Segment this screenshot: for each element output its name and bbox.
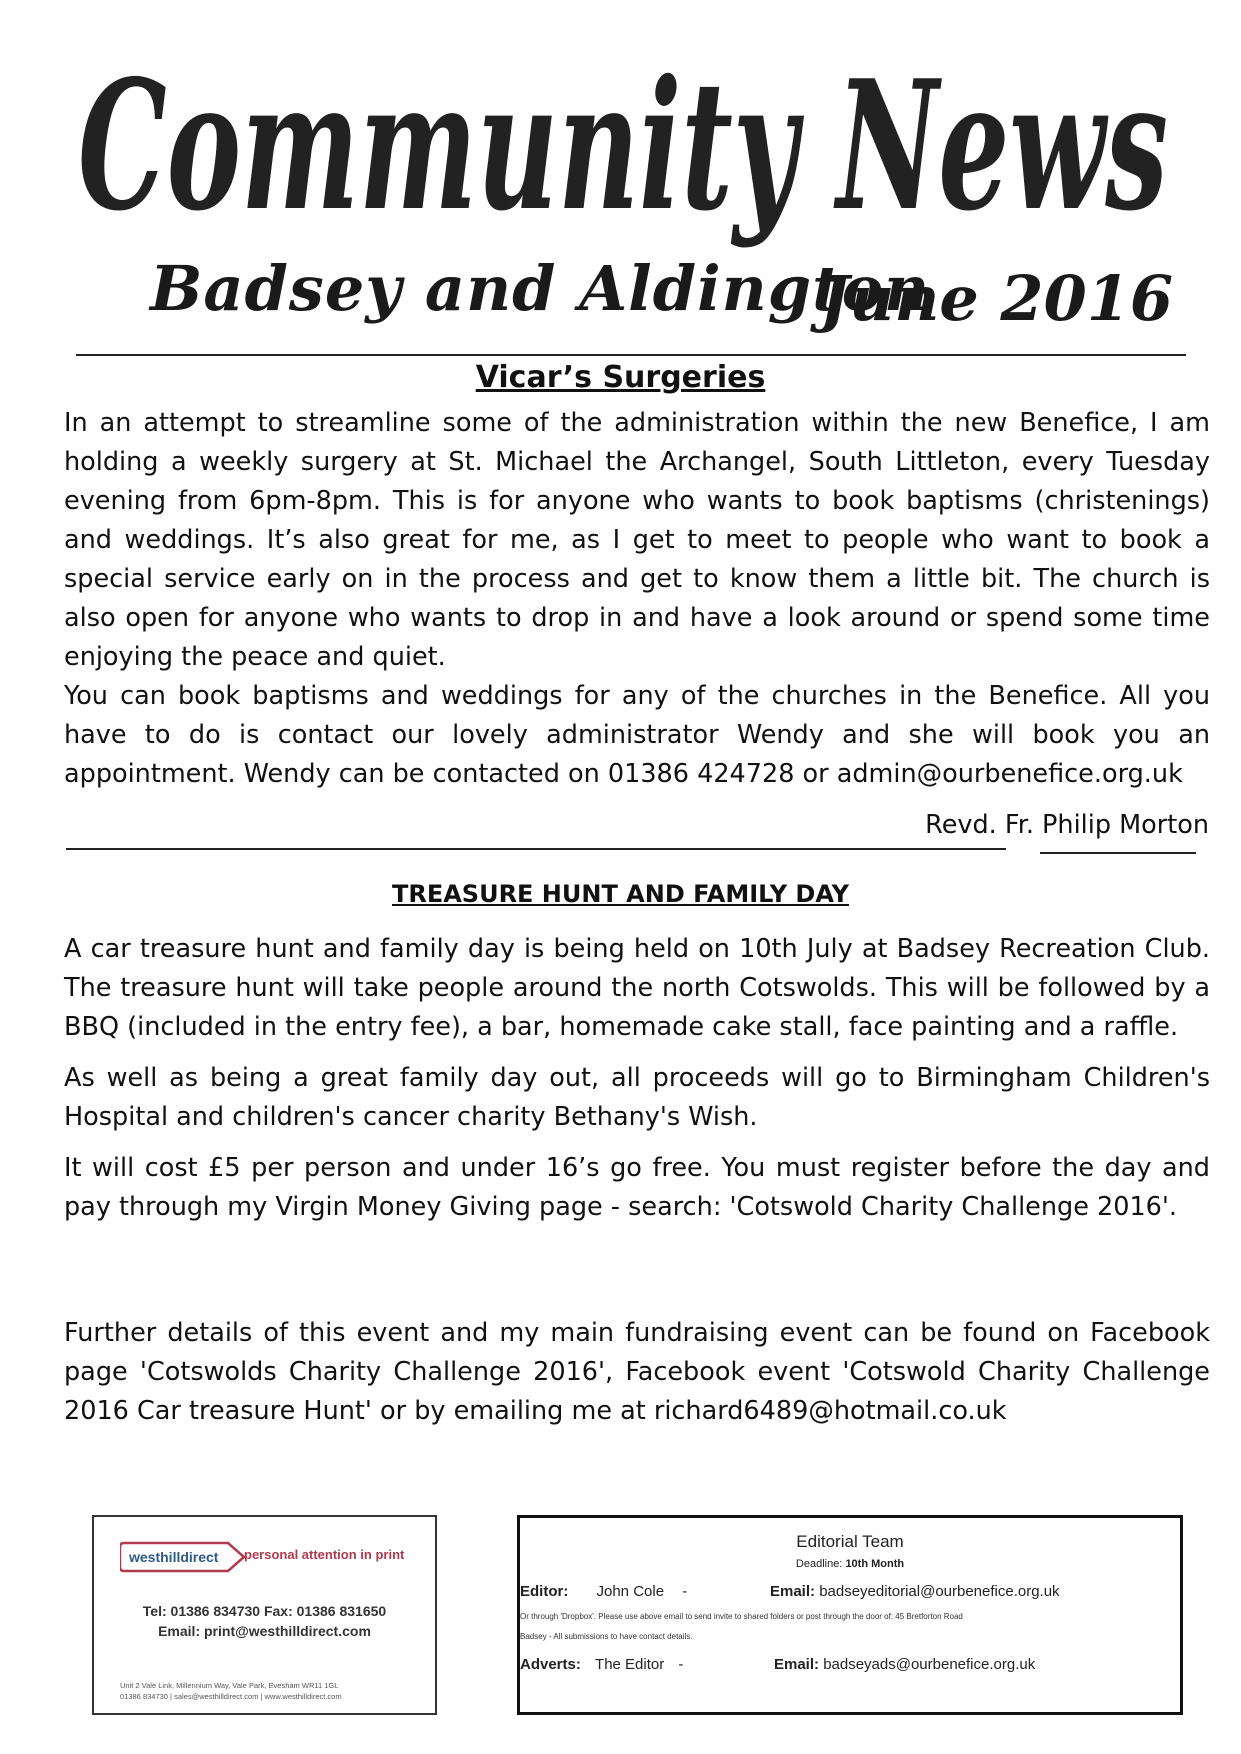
adverts-email-row [774,1656,1035,1673]
adverts-email: badseyads@ourbenefice.org.uk [823,1656,1036,1673]
westhilldirect-logo [120,1535,248,1579]
deadline-value: 10th Month [845,1558,905,1570]
dropbox-note-line-2: Badsey - All submissions to have contact details. [520,1632,693,1641]
editor-name: John Cole [596,1583,665,1600]
advert-address-line-2: 01386 834730 | sales@westhilldirect.com | www.westhilldirect.com [120,1692,342,1701]
dropbox-note-line-1: Or through 'Dropbox'. Please use above email to send invite to shared folders or post through the door of: 45 Bretforton Road [520,1612,963,1621]
editor-email-label: Email: [770,1583,816,1600]
treasure-paragraph-1: A car treasure hunt and family day is being held on 10th July at Badsey Recreation Club. The treasure hunt will take people around the north Cotswolds. This will be followed by a BBQ (included in the entry fee), a bar, homemade cake stall, face painting and a raffle. [64,934,1210,1042]
editor-row [520,1583,687,1600]
treasure-paragraph-2: As well as being a great family day out, all proceeds will go to Birmingham Children's Hospital and children's cancer charity Bethany's Wish. [64,1063,1210,1132]
advert-email: Email: print@westhilldirect.com [158,1623,371,1639]
vicars-paragraph-2: You can book baptisms and weddings for any of the churches in the Benefice. All you have to do is contact our lovely administrator Wendy and she will book you an appointment. Wendy can be contacted on 01386 424728 or admin@ourbenefice.org.uk [64,681,1210,789]
treasure-paragraph-3: It will cost £5 per person and under 16’s go free. You must register before the day and pay through my Virgin Money Giving page - search: 'Cotswold Charity Challenge 2016'. [64,1153,1210,1222]
printer-advert [92,1515,437,1715]
deadline-label: Deadline: [795,1558,843,1570]
editorial-team-box [517,1515,1183,1715]
adverts-dash: - [678,1656,684,1673]
treasure-hunt-body [64,930,1210,1239]
section-divider-right [1040,852,1196,854]
adverts-email-label: Email: [774,1656,820,1673]
masthead-title-text: Community News [78,41,1168,250]
section-divider-left [66,848,1006,850]
adverts-label: Adverts: [520,1656,581,1673]
adverts-row [520,1656,683,1673]
editor-dash: - [682,1583,688,1600]
advert-address-line-1: Unit 2 Vale Link, Millennium Way, Vale Park, Evesham WR11 1GL [120,1681,339,1690]
vicars-paragraph-1: In an attempt to streamline some of the administration within the new Benefice, I am holding a weekly surgery at St. Michael the Archangel, South Littleton, every Tuesday evening from 6pm-8pm. This is for anyone who wants to book baptisms (christenings) and weddings. It’s also great for me, as I get to meet to people who want to book a special service early on in the process and get to know them a little bit. The church is also open for anyone who wants to drop in and have a look around or spend some time enjoying the peace and quiet. [64,408,1210,672]
issue-date: June 2016 [819,262,1173,335]
further-details-text: Further details of this event and my main fundraising event can be found on Facebook page 'Cotswolds Charity Challenge 2016', Facebook event 'Cotswold Charity Challenge 2016 Car treasure Hunt' or by emailing me at richard6489@hotmail.co.uk [64,1318,1210,1426]
editorial-title: Editorial Team [796,1532,904,1551]
advert-tel-fax: Tel: 01386 834730 Fax: 01386 831650 [142,1603,387,1619]
editor-label: Editor: [520,1583,569,1600]
editor-email-row [770,1583,1060,1600]
adverts-name: The Editor [595,1656,665,1673]
section-heading-vicars-surgeries: Vicar’s Surgeries [475,360,766,395]
further-details [64,1314,1210,1431]
section-heading-treasure-hunt: TREASURE HUNT AND FAMILY DAY [391,880,850,908]
vicar-signature: Revd. Fr. Philip Morton [925,810,1209,840]
advert-address [120,1680,342,1702]
logo-text: westhilldirect [129,1549,219,1565]
editor-email: badseyeditorial@ourbenefice.org.uk [819,1583,1060,1600]
vicars-surgeries-body [64,404,1210,794]
header-divider [76,354,1186,356]
editorial-deadline [520,1558,1180,1570]
advert-tagline: personal attention in print [244,1547,405,1562]
masthead-title [78,8,1178,268]
masthead-subtitle: Badsey and Aldington [150,252,931,325]
